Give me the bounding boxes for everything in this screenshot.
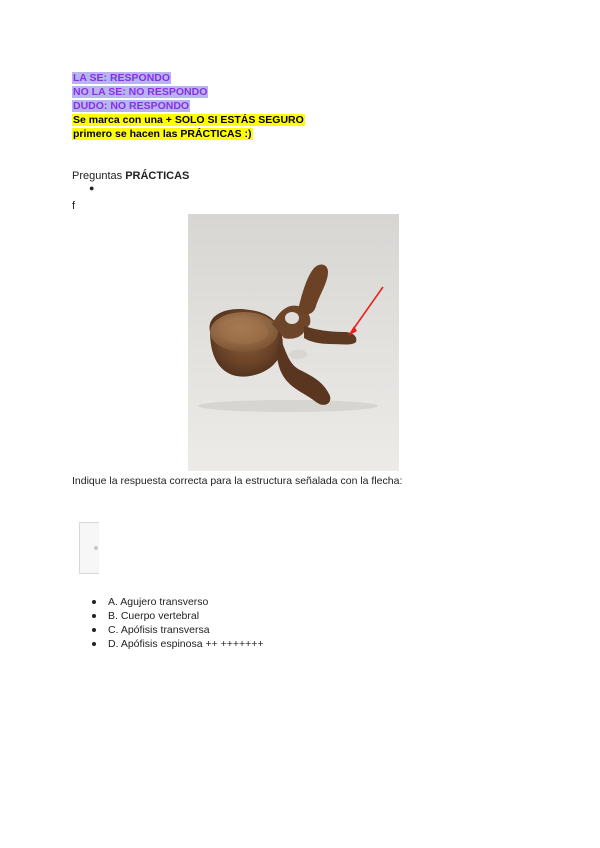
transverse-process-left	[298, 265, 328, 315]
answer-options	[92, 595, 264, 651]
rule-practicas-first: primero se hacen las PRÁCTICAS :)	[73, 128, 252, 140]
bullet-icon	[92, 600, 96, 604]
section-heading: Preguntas PRÁCTICAS	[72, 170, 190, 182]
lamina	[277, 338, 330, 405]
bullet-icon	[92, 642, 96, 646]
option-c[interactable]: C. Apófisis transversa	[92, 623, 264, 637]
empty-bullet: ●	[89, 183, 95, 193]
shadow	[198, 400, 378, 412]
rule-mark-plus: Se marca con una + SOLO SI ESTÁS SEGURO	[73, 114, 304, 126]
option-d[interactable]: D. Apófisis espinosa ++ +++++++	[92, 637, 264, 651]
bullet-icon	[92, 628, 96, 632]
transverse-foramen	[285, 312, 299, 324]
option-a[interactable]: A. Agujero transverso	[92, 595, 264, 609]
option-b[interactable]: B. Cuerpo vertebral	[92, 609, 264, 623]
answer-rules	[72, 71, 305, 141]
question-text: Indique la respuesta correcta para la estructura señalada con la flecha:	[72, 475, 403, 487]
pointer-arrow-line	[352, 287, 383, 331]
embedded-widget[interactable]	[79, 522, 99, 574]
widget-dot-icon	[94, 546, 98, 550]
vertebra-bone-image	[188, 214, 399, 471]
stray-text: f	[72, 200, 76, 212]
rule-know-answer: LA SE: RESPONDO	[73, 72, 171, 84]
rule-dont-know: NO LA SE: NO RESPONDO	[73, 86, 208, 98]
bullet-icon	[92, 614, 96, 618]
rule-doubt: DUDO: NO RESPONDO	[73, 100, 190, 112]
vertebral-foramen	[288, 350, 308, 360]
vertebra-photo	[188, 214, 399, 471]
